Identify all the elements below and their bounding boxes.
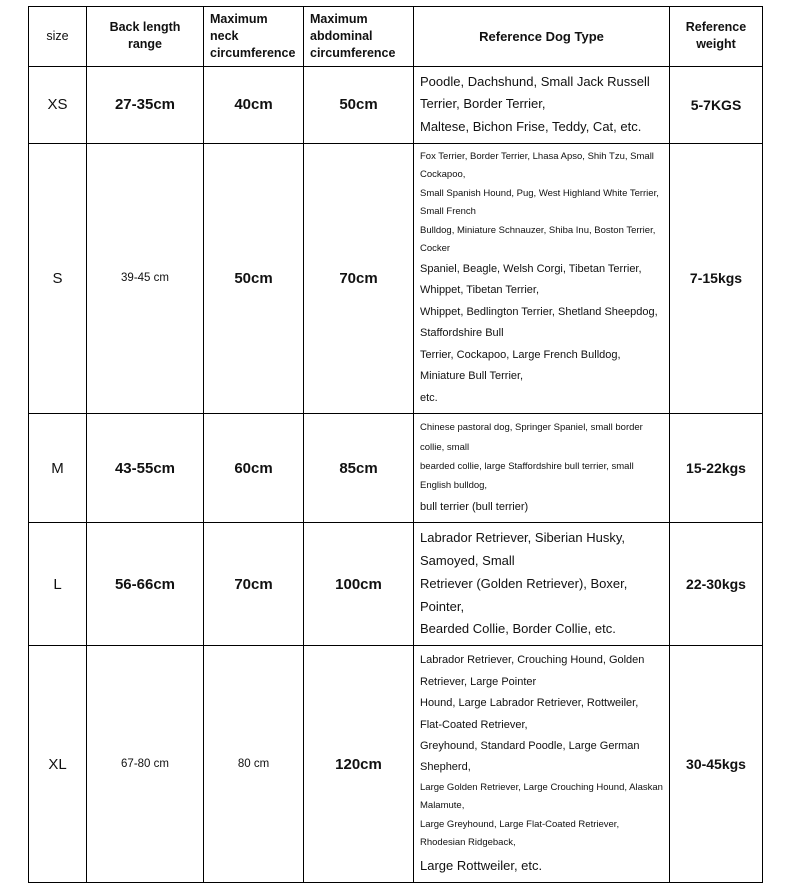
cell-weight-m: 15-22kgs	[670, 414, 763, 523]
table-body	[29, 66, 763, 883]
table-row	[29, 646, 763, 883]
cell-abdomen-s: 70cm	[304, 143, 414, 413]
header-neck-circumference: Maximum neck circumference	[204, 7, 304, 67]
dog-line: Labrador Retriever, Crouching Hound, Golden Retriever, Large Pointer	[420, 654, 645, 688]
dog-line: Chinese pastoral dog, Springer Spaniel, small border collie, small	[420, 422, 643, 453]
dog-line: Large Greyhound, Large Flat-Coated Retriever, Rhodesian Ridgeback,	[420, 818, 620, 849]
cell-abdomen-xl: 120cm	[304, 646, 414, 883]
dog-line: Whippet, Bedlington Terrier, Shetland Sheepdog, Staffordshire Bull	[420, 305, 658, 340]
table-row	[29, 523, 763, 646]
dog-line: bearded collie, large Staffordshire bull terrier, small English bulldog,	[420, 460, 634, 492]
cell-size-xs: XS	[29, 66, 87, 143]
cell-weight-xl: 30-45kgs	[670, 646, 763, 883]
header-reference-weight: Reference weight	[670, 7, 763, 67]
cell-size-s: S	[29, 143, 87, 413]
table-row	[29, 66, 763, 143]
dog-line: Large Golden Retriever, Large Crouching Hound, Alaskan Malamute,	[420, 781, 663, 812]
cell-back-length-s: 39-45 cm	[87, 143, 204, 413]
dog-line: Labrador Retriever, Siberian Husky, Samoyed, Small	[420, 530, 625, 569]
cell-abdomen-m: 85cm	[304, 414, 414, 523]
cell-dogs-xl	[414, 646, 670, 883]
header-row	[29, 7, 763, 67]
cell-back-length-xl: 67-80 cm	[87, 646, 204, 883]
header-abdominal-circumference: Maximum abdominal circumference	[304, 7, 414, 67]
dog-line: Poodle, Dachshund, Small Jack Russell Terrier, Border Terrier,	[420, 73, 650, 112]
cell-size-l: L	[29, 523, 87, 646]
header-back-length: Back length range	[87, 7, 204, 67]
cell-neck-m: 60cm	[204, 414, 304, 523]
cell-dogs-l	[414, 523, 670, 646]
cell-weight-s: 7-15kgs	[670, 143, 763, 413]
cell-back-length-xs: 27-35cm	[87, 66, 204, 143]
dog-line: Small Spanish Hound, Pug, West Highland White Terrier, Small French	[420, 187, 659, 218]
cell-back-length-m: 43-55cm	[87, 414, 204, 523]
dog-line: Spaniel, Beagle, Welsh Corgi, Tibetan Terrier, Whippet, Tibetan Terrier,	[420, 262, 642, 297]
cell-dogs-s	[414, 143, 670, 413]
cell-abdomen-l: 100cm	[304, 523, 414, 646]
dog-line: etc.	[420, 391, 438, 404]
dog-line: Fox Terrier, Border Terrier, Lhasa Apso, Shih Tzu, Small Cockapoo,	[420, 150, 654, 181]
header-size: size	[29, 7, 87, 67]
dog-line: Bulldog, Miniature Schnauzer, Shiba Inu, Boston Terrier, Cocker	[420, 224, 656, 255]
dog-line: Maltese, Bichon Frise, Teddy, Cat, etc.	[420, 119, 642, 135]
cell-neck-xs: 40cm	[204, 66, 304, 143]
cell-abdomen-xs: 50cm	[304, 66, 414, 143]
dog-line: bull terrier (bull terrier)	[420, 500, 529, 513]
cell-neck-l: 70cm	[204, 523, 304, 646]
dog-line: Retriever (Golden Retriever), Boxer, Pointer,	[420, 575, 628, 614]
cell-size-xl: XL	[29, 646, 87, 883]
table-header	[29, 7, 763, 67]
cell-weight-xs: 5-7KGS	[670, 66, 763, 143]
size-chart-table	[28, 6, 763, 883]
dog-line: Bearded Collie, Border Collie, etc.	[420, 621, 616, 637]
dog-line: Large Rottweiler, etc.	[420, 857, 543, 873]
dog-line: Hound, Large Labrador Retriever, Rottweiler, Flat-Coated Retriever,	[420, 697, 639, 731]
cell-weight-l: 22-30kgs	[670, 523, 763, 646]
dog-line: Terrier, Cockapoo, Large French Bulldog, Miniature Bull Terrier,	[420, 348, 621, 383]
table-row	[29, 143, 763, 413]
header-reference-dog-type: Reference Dog Type	[414, 7, 670, 67]
cell-neck-s: 50cm	[204, 143, 304, 413]
cell-back-length-l: 56-66cm	[87, 523, 204, 646]
cell-neck-xl: 80 cm	[204, 646, 304, 883]
cell-size-m: M	[29, 414, 87, 523]
dog-line: Greyhound, Standard Poodle, Large German Shepherd,	[420, 739, 640, 774]
cell-dogs-xs	[414, 66, 670, 143]
cell-dogs-m	[414, 414, 670, 523]
table-row	[29, 414, 763, 523]
